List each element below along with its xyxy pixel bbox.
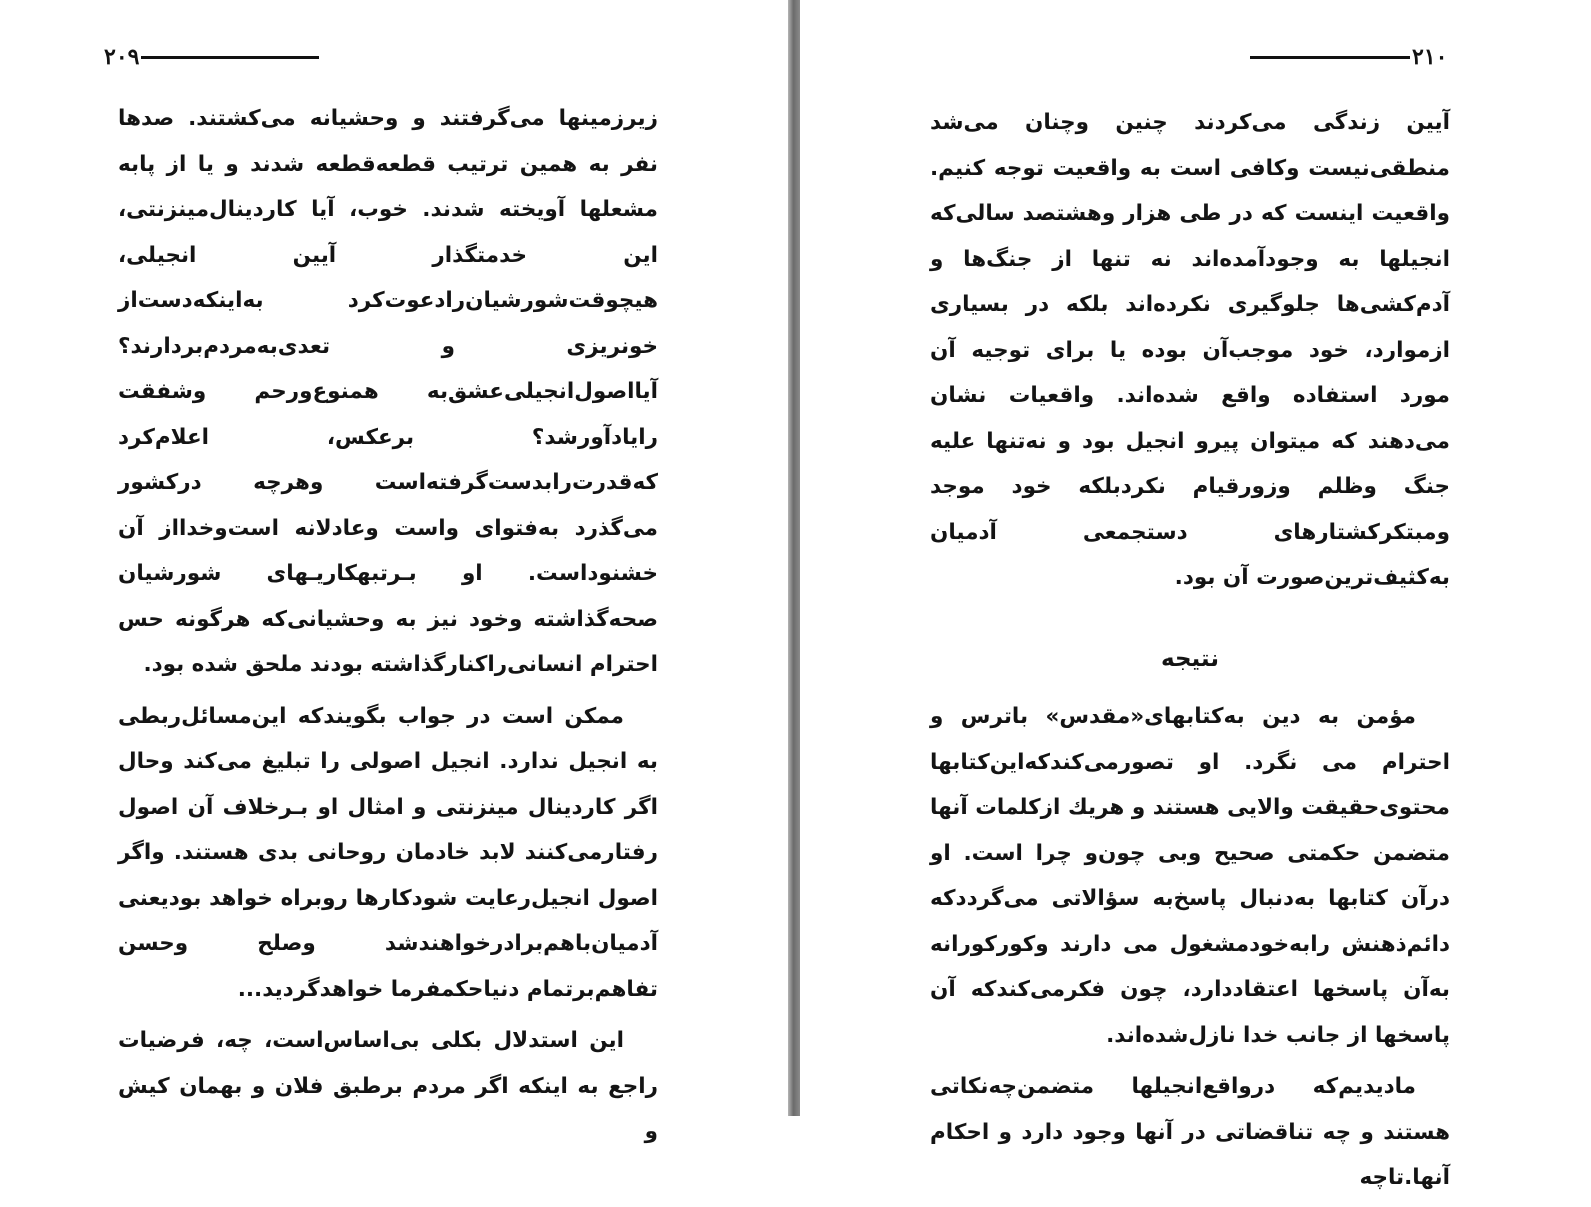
right-paragraph-1: آیین زندگی می‌کردند چنین وچنان می‌شد منطقی‌نیست وکافی است به واقعیت توجه کنیم. واقعیت اینست که در طی هزار وهشتصد سالی‌که انجیلها به وجودآمده‌اند نه تنها از جنگ‌ها و آدم‌کشی‌ها جلوگیری نکرده‌اند بلکه در بسیاری ازموارد، خود موجب‌آن بوده یا برای توجیه آن مورد استفاده واقع شده‌اند. واقعیات نشان می‌دهند که میتوان پیرو انجیل بود و نه‌تنها علیه جنگ وظلم وزورقیام نکردبلکه خود موجد ومبتکرکشتارهای دستجمعی آدمیان به‌کثیف‌ترین‌صورت آن بود. xyxy=(930,110,1450,590)
left-page-body xyxy=(118,96,658,1161)
left-paragraph-3: این استدلال بکلی بی‌اساس‌است، چه، فرضیات راجع به اینکه اگر مردم برطبق فلان و بهمان کیش و xyxy=(118,1028,658,1144)
section-title: نتیجه xyxy=(1161,645,1219,672)
section-paragraph-1: مؤمن به دین به‌کتابهای«مقدس» باترس و احترام می نگرد. او تصورمی‌کندکه‌این‌کتابها محتوی‌حقیقت والایی هستند و هریك ازکلمات آنها متضمن حکمتی صحیح وبی چون‌و چرا است. او درآن کتابها به‌دنبال پاسخ‌به سؤالاتی می‌گرددکه دائم‌ذهنش رابه‌خودمشغول می دارند وکورکورانه به‌آن پاسخها اعتقاددارد، چون فکرمی‌کندکه آن پاسخها از جانب خدا نازل‌شده‌اند. xyxy=(930,704,1450,1048)
left-page-header xyxy=(104,44,319,70)
book-gutter xyxy=(788,0,800,1116)
section-paragraph-2: مادیدیم‌که درواقع‌انجیلها متضمن‌چه‌نکاتی هستند و چه تناقضاتی در آنها وجود دارد و احکام آنها‌.تاچه xyxy=(930,1074,1450,1190)
right-page-body xyxy=(930,100,1450,1207)
right-page xyxy=(800,0,1591,1190)
left-header-rule xyxy=(141,56,319,59)
left-paragraph-2: ممکن است در جواب بگویندکه این‌مسائل‌ربطی به انجیل ندارد. انجیل اصولی را تبلیغ می‌کند وحال اگر کاردینال مینزنتی و امثال او بـرخلاف آن اصول رفتارمی‌کنند لابد خادمان روحانی بدی هستند. واگر اصول انجیل‌رعایت شودکارها روبراه خواهد بودیعنی آدمیان‌باهم‌برادرخواهندشد وصلح وحسن تفاهم‌برتمام دنیاحکمفرما خواهدگردید... xyxy=(118,703,658,1002)
left-page xyxy=(0,0,790,1144)
right-page-number: ۲۱۰ xyxy=(1412,44,1448,70)
right-header-rule xyxy=(1250,56,1410,59)
right-page-header xyxy=(1250,44,1447,70)
left-paragraph-1: زیرزمینها می‌گرفتند و وحشیانه می‌کشتند. صدها نفر به همین ترتیب قطعه‌قطعه شدند و یا از پابه مشعلها آویخته شدند. خوب، آیا کاردینال‌مینزنتی، این خدمتگذار آیین انجیلی، هیچوقت‌شورشیان‌رادعوت‌کرد به‌اینکه‌دست‌از خونریزی و تعدی‌به‌مردم‌بردارند؟ آیااصول‌انجیلی‌عشق‌به همنوع‌ورحم وشفقت رایادآورشد؟ برعکس، اعلام‌کرد که‌قدرت‌رابدست‌گرفته‌است وهرچه درکشور می‌گذرد به‌فتوای واست وعادلانه است‌وخدااز آن خشنوداست. او بـرتبهکاریـهای شورشیان صحه‌گذاشته وخود نیز به وحشیانی‌که هرگونه حس احترام انسانی‌راکنارگذاشته بودند ملحق شده بود. xyxy=(118,106,658,677)
left-page-number: ۲۰۹ xyxy=(104,44,140,70)
